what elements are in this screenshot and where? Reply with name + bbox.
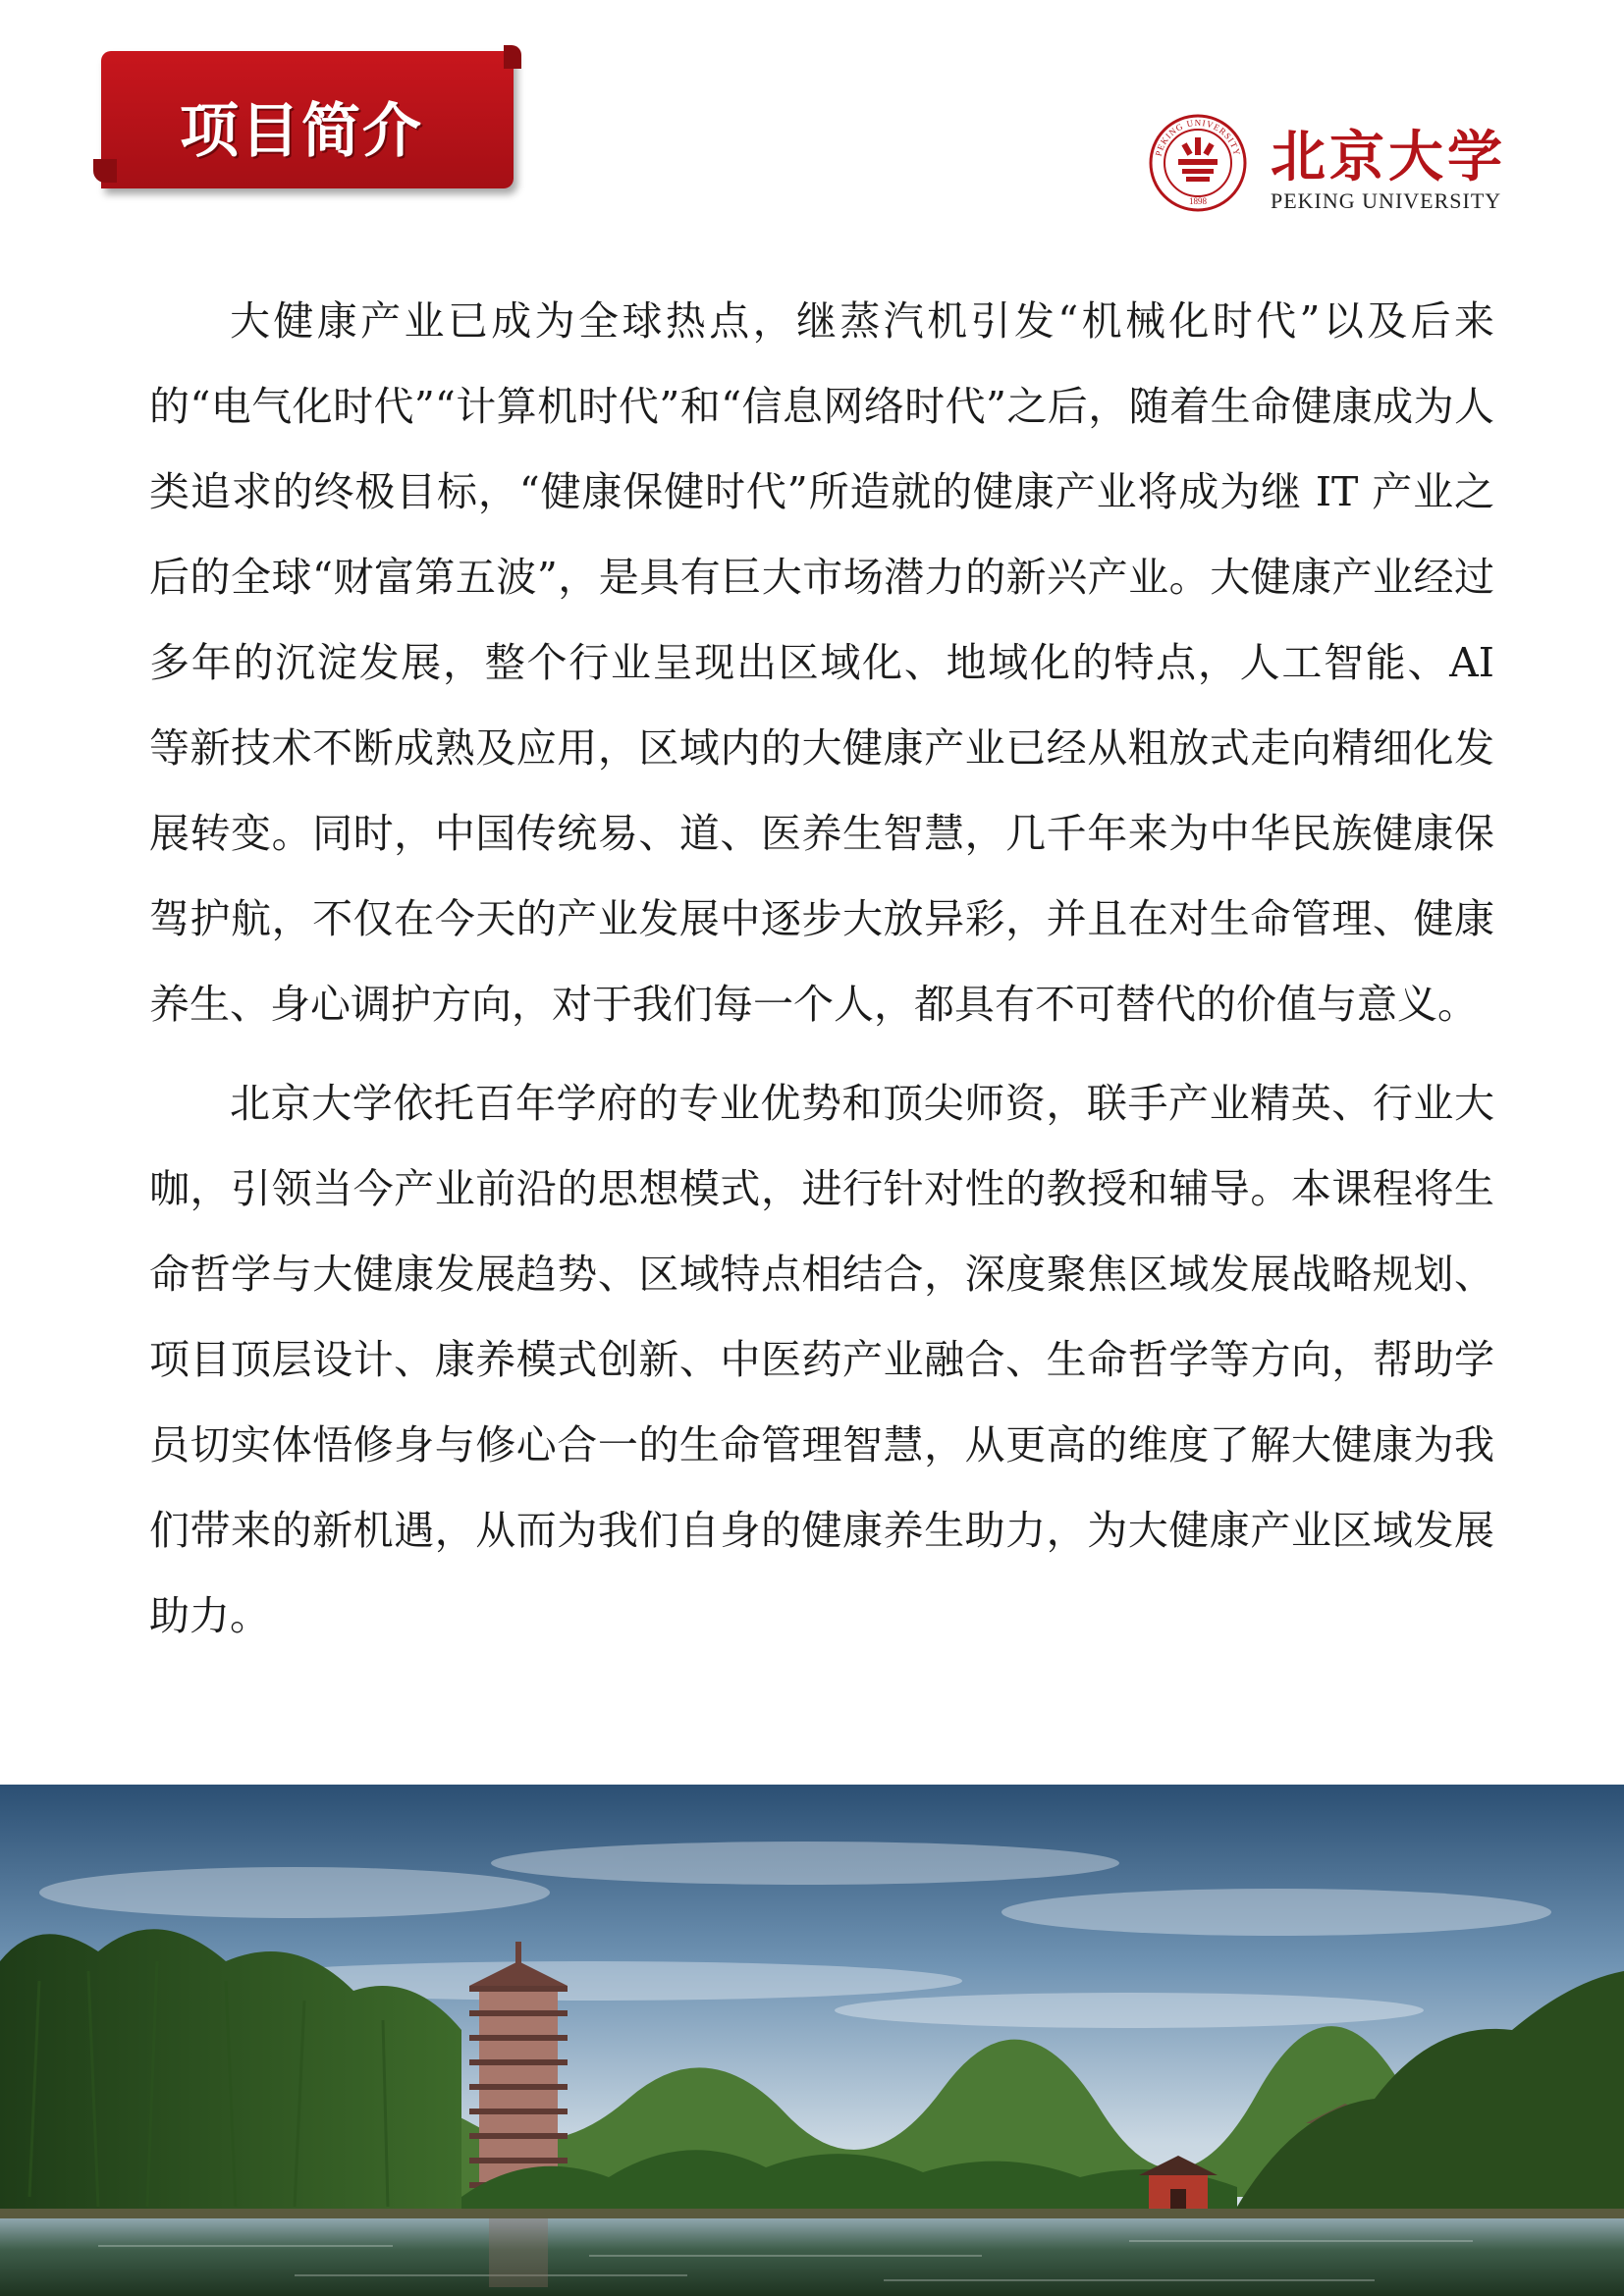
university-name-english: PEKING UNIVERSITY — [1271, 188, 1502, 213]
paragraph-2: 北京大学依托百年学府的专业优势和顶尖师资，联手产业精英、行业大咖，引领当今产业前沿的思想模式，进行针对性的教授和辅导。本课程将生命哲学与大健康发展趋势、区域特点相结合，深度聚焦区域发展战略规划、项目顶层设计、康养模式创新、中医药产业融合、生命哲学等方向，帮助学员切实体悟修身与修心合一的生命管理智慧，从更高的维度了解大健康为我们带来的新机遇，从而为我们自身的健康养生助力，为大健康产业区域发展助力。 — [149, 1080, 1494, 1639]
section-banner — [101, 51, 514, 188]
campus-lake-illustration — [0, 1785, 1624, 2296]
svg-text:1898: 1898 — [1189, 196, 1207, 206]
section-title: 项目简介 — [180, 97, 423, 166]
paragraph-1: 大健康产业已成为全球热点，继蒸汽机引发“机械化时代”以及后来的“电气化时代”“计算机时代”和“信息网络时代”之后，随着生命健康成为人类追求的终极目标，“健康保健时代”所造就的健康产业将成为继 IT 产业之后的全球“财富第五波”，是具有巨大市场潜力的新兴产业。大健康产业经过多年的沉淀发展，整个行业呈现出区域化、地域化的特点，人工智能、AI 等新技术不断成熟及应用，区域内的大健康产业已经从粗放式走向精细化发展转变。同时，中国传统易、道、医养生智慧，几千年来为中华民族健康保驾护航，不仅在今天的产业发展中逐步大放异彩，并且在对生命管理、健康养生、身心调护方向，对于我们每一个人，都具有不可替代的价值与意义。 — [149, 297, 1494, 1028]
article-body — [149, 279, 1494, 1659]
svg-text:PEKING UNIVERSITY: PEKING UNIVERSITY — [1153, 117, 1243, 158]
campus-lake-photo — [0, 1785, 1624, 2296]
university-logo — [1149, 114, 1512, 222]
university-name-chinese: 北京大学 — [1271, 125, 1506, 189]
university-seal-icon — [1149, 114, 1247, 212]
